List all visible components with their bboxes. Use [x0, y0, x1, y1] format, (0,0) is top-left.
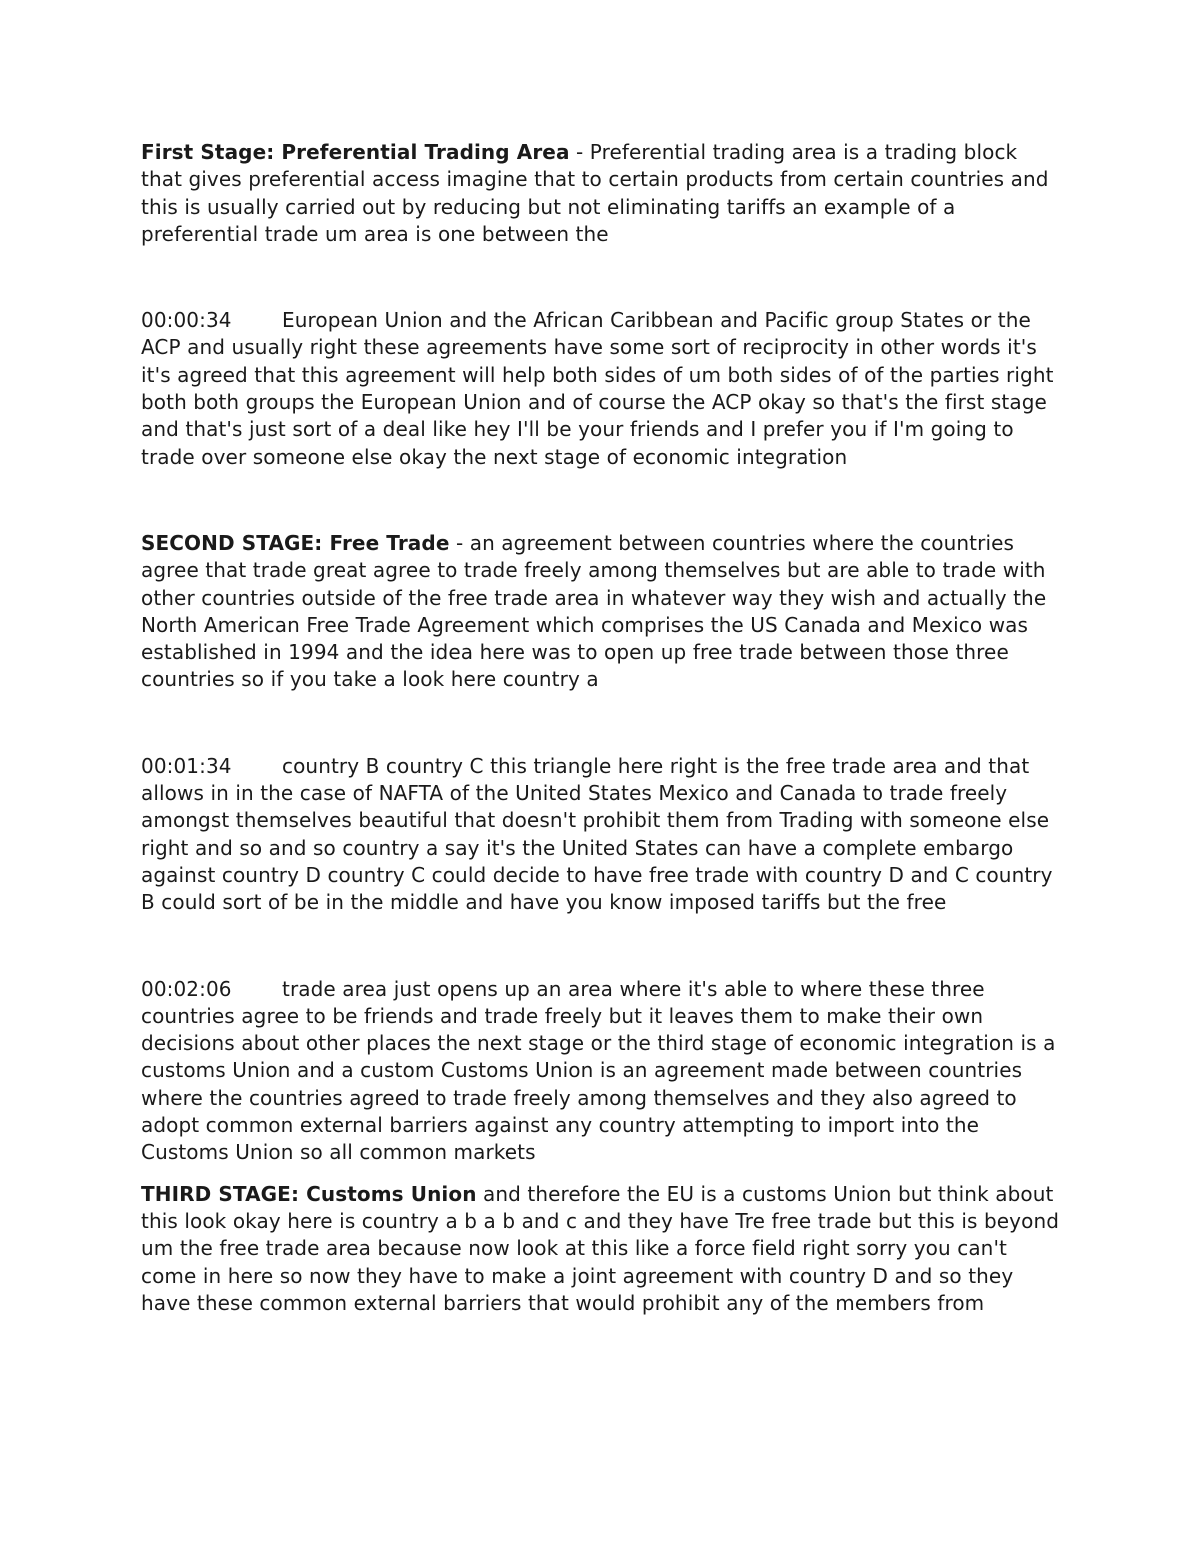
paragraph-body: - an agreement between countries where the countries agree that trade great agree to trade freely among themselves but are able to trade with other countries outside of the free trade area in whatever way they wish and actually the North American Free Trade Agreement which comprises the US Canada and Mexico was established in 1994 and the idea here was to open up free trade between those three countries so if you take a look here country a — [141, 530, 1047, 692]
timestamp: 00:02:06 — [141, 976, 232, 1001]
paragraph-transcript-0134 — [141, 753, 1061, 917]
paragraph-second-stage — [141, 530, 1061, 694]
paragraph-body: European Union and the African Caribbean and Pacific group States or the ACP and usually right these agreements have some sort of reciprocity in other words it's it's agreed that this agreement will help both sides of um both sides of of the parties right both both groups the European Union and of course the ACP okay so that's the first stage and that's just sort of a deal like hey I'll be your friends and I prefer you if I'm going to trade over someone else okay the next stage of economic integration — [141, 308, 1054, 469]
timestamp: 00:01:34 — [141, 753, 232, 778]
paragraph-transcript-0034 — [141, 307, 1061, 471]
heading-first-stage: First Stage: Preferential Trading Area — [141, 140, 570, 164]
paragraph-transcript-0206 — [141, 976, 1061, 1167]
timestamp: 00:00:34 — [141, 308, 232, 333]
heading-second-stage: SECOND STAGE: Free Trade — [141, 530, 450, 555]
paragraph-body: trade area just opens up an area where it's able to where these three countries agree to be friends and trade freely but it leaves them to make their own decisions about other places the next stage or the third stage of economic integration is a customs Union and a custom Customs Union is an agreement made between countries where the countries agreed to trade freely among themselves and they also agreed to adopt common external barriers against any country attempting to import into the Customs Union so all common markets — [141, 976, 1056, 1165]
document-page — [141, 139, 1061, 1317]
paragraph-first-stage — [141, 139, 1061, 248]
paragraph-body: - Preferential trading area is a trading block that gives preferential access imagine that to certain products from certain countries and this is usually carried out by reducing but not eliminating tariffs an example of a preferential trade um area is one between the — [141, 140, 1049, 246]
paragraph-body: and therefore the EU is a customs Union but think about this look okay here is country a b a b and c and they have Tre free trade but this is beyond um the free trade area because now look at this like a force field right sorry you can't come in here so now they have to make a joint agreement with country D and so they have these common external barriers that would prohibit any of the members from — [141, 1181, 1060, 1315]
paragraph-body: country B country C this triangle here right is the free trade area and that allows in in the case of NAFTA of the United States Mexico and Canada to trade freely amongst themselves beautiful that doesn't prohibit them from Trading with someone else right and so and so country a say it's the United States can have a complete embargo against country D country C could decide to have free trade with country D and C country B could sort of be in the middle and have you know imposed tariffs but the free — [141, 753, 1053, 915]
paragraph-third-stage — [141, 1181, 1061, 1317]
heading-third-stage: THIRD STAGE: Customs Union — [141, 1181, 477, 1206]
